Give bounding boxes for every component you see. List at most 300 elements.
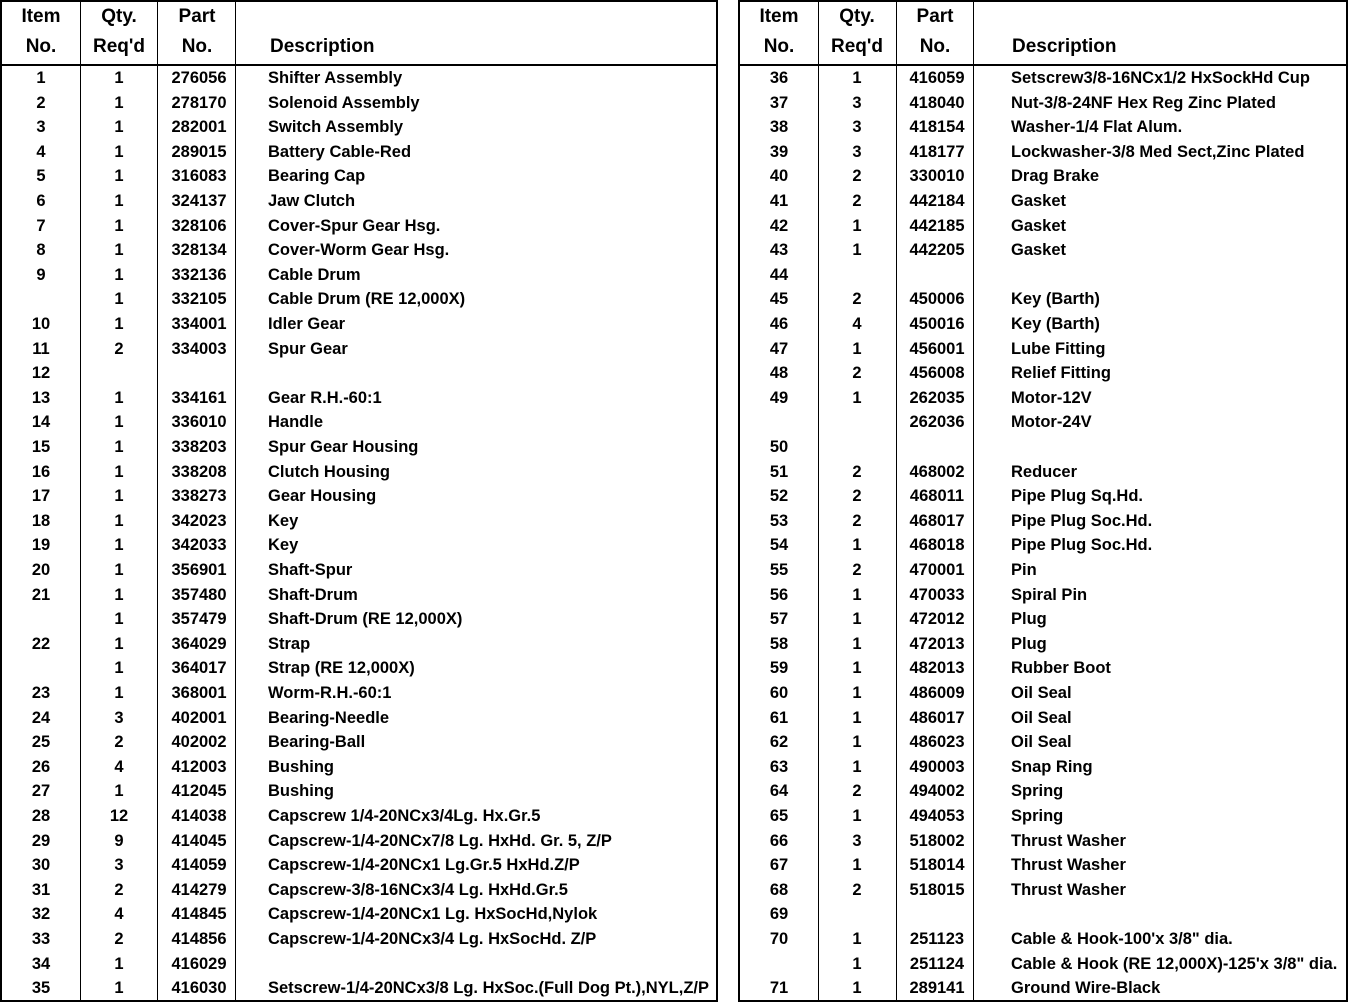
qty-cell: 2 (852, 192, 862, 210)
item-no-cell: 62 (769, 733, 789, 752)
item-no-cell: 32 (31, 905, 51, 924)
table-row (740, 361, 1346, 386)
table-row (740, 681, 1346, 706)
table-row (740, 91, 1346, 116)
description-cell: Spring (1011, 807, 1064, 825)
description-cell: Cable Drum (268, 265, 361, 284)
qty-cell: 1 (114, 265, 124, 284)
part-no-cell: 442184 (909, 192, 965, 210)
part-no-cell: 282001 (171, 118, 227, 137)
qty-cell: 1 (852, 954, 862, 973)
part-no-cell: 468011 (909, 487, 965, 506)
part-no-cell: 450016 (909, 315, 965, 333)
description-cell: Solenoid Assembly (268, 93, 420, 112)
table-row (2, 927, 716, 952)
table-row (740, 755, 1346, 780)
part-no-cell: 414279 (171, 880, 227, 899)
qty-cell: 4 (114, 905, 124, 924)
qty-cell: 1 (114, 634, 124, 653)
item-no-cell: 30 (31, 856, 51, 875)
table-row (2, 140, 716, 165)
qty-cell: 1 (852, 807, 862, 825)
item-no-cell: 33 (31, 930, 51, 948)
qty-cell: 1 (852, 757, 862, 776)
table-row (740, 878, 1346, 903)
table-row (740, 706, 1346, 731)
header-part-no (896, 2, 974, 64)
description-cell: Setscrew-1/4-20NCx3/8 Lg. HxSoc.(Full Dog Pt.),NYL,Z/P (268, 979, 710, 998)
item-no-cell: 5 (36, 167, 46, 186)
table-row (2, 312, 716, 337)
qty-cell: 2 (114, 880, 124, 899)
header-part-line1: Part (916, 6, 954, 27)
item-no-cell: 28 (31, 807, 51, 825)
part-no-cell: 332105 (171, 290, 227, 309)
description-cell: Cable Drum (RE 12,000X) (268, 290, 466, 309)
qty-cell: 3 (852, 118, 862, 137)
table-row (2, 484, 716, 509)
table-row (740, 927, 1346, 952)
item-no-cell: 14 (31, 413, 51, 432)
qty-cell: 2 (852, 511, 862, 530)
part-no-cell: 262036 (909, 413, 965, 432)
item-no-cell: 43 (769, 241, 789, 260)
qty-cell: 3 (852, 142, 862, 161)
part-no-cell: 456008 (909, 364, 965, 383)
description-cell: Switch Assembly (268, 118, 404, 137)
table-row (740, 214, 1346, 239)
item-no-cell: 3 (36, 118, 46, 137)
table-row (740, 312, 1346, 337)
description-cell: Nut-3/8-24NF Hex Reg Zinc Plated (1011, 93, 1276, 112)
qty-cell: 1 (114, 413, 124, 432)
table-row (740, 435, 1346, 460)
qty-cell: 1 (114, 167, 124, 186)
qty-cell: 1 (114, 462, 124, 481)
item-no-cell: 44 (769, 265, 789, 284)
qty-cell: 1 (852, 634, 862, 653)
item-no-cell: 7 (36, 216, 46, 235)
qty-cell: 1 (852, 388, 862, 407)
part-no-cell: 414059 (171, 856, 227, 875)
table-row (2, 558, 716, 583)
description-cell: Gasket (1011, 216, 1067, 235)
description-cell: Snap Ring (1011, 757, 1093, 776)
qty-cell: 1 (114, 954, 124, 973)
item-no-cell: 38 (769, 118, 789, 137)
qty-cell: 1 (852, 69, 862, 87)
description-cell: Bearing Cap (268, 167, 366, 186)
description-cell: Bushing (268, 757, 334, 776)
header-item-line2: No. (25, 36, 57, 57)
item-no-cell: 31 (31, 880, 51, 899)
description-cell: Spiral Pin (1011, 585, 1088, 604)
table-row (740, 829, 1346, 854)
item-no-cell: 8 (36, 241, 46, 260)
item-no-cell: 59 (769, 659, 789, 678)
part-no-cell: 357479 (171, 610, 227, 629)
description-cell: Shifter Assembly (268, 69, 403, 87)
header-part-line1: Part (178, 6, 216, 27)
description-cell: Lube Fitting (1011, 339, 1106, 358)
table-row (2, 91, 716, 116)
item-no-cell: 22 (31, 634, 51, 653)
table-row (2, 410, 716, 435)
description-cell: Gasket (1011, 241, 1067, 260)
header-part-line2: No. (919, 36, 951, 57)
table-row (740, 66, 1346, 91)
part-no-cell: 402001 (171, 708, 227, 727)
table-row (2, 902, 716, 927)
item-no-cell: 53 (769, 511, 789, 530)
description-cell: Bearing-Needle (268, 708, 390, 727)
item-no-cell: 12 (31, 364, 51, 383)
qty-cell: 1 (852, 659, 862, 678)
part-no-cell: 486009 (909, 684, 965, 702)
header-part-no (158, 2, 236, 64)
description-cell: Cable & Hook (RE 12,000X)-125'x 3/8" dia. (1011, 954, 1338, 973)
table-row (2, 952, 716, 977)
header-qty-line2: Req'd (830, 36, 884, 57)
table-row (2, 706, 716, 731)
description-cell: Oil Seal (1011, 708, 1072, 727)
item-no-cell: 34 (31, 954, 51, 973)
item-no-cell: 1 (36, 69, 46, 87)
header-description (270, 2, 710, 64)
table-row (740, 410, 1346, 435)
table-row (2, 214, 716, 239)
part-no-cell: 402002 (171, 733, 227, 752)
description-cell: Capscrew-1/4-20NCx1 Lg.Gr.5 HxHd.Z/P (268, 856, 580, 875)
item-no-cell: 24 (31, 708, 51, 727)
part-no-cell: 486017 (909, 708, 965, 727)
qty-cell: 1 (114, 684, 124, 702)
table-row (2, 263, 716, 288)
qty-cell: 1 (114, 536, 124, 555)
table-row (740, 484, 1346, 509)
qty-cell: 3 (852, 831, 862, 850)
part-no-cell: 470033 (909, 585, 965, 604)
part-no-cell: 328106 (171, 216, 227, 235)
description-cell: Capscrew 1/4-20NCx3/4Lg. Hx.Gr.5 (268, 807, 541, 825)
qty-cell: 2 (852, 561, 862, 579)
table-row (740, 607, 1346, 632)
table-row (2, 632, 716, 657)
part-no-cell: 412045 (171, 782, 227, 801)
item-no-cell: 45 (769, 290, 789, 309)
part-no-cell: 442185 (909, 216, 965, 235)
description-cell: Cover-Spur Gear Hsg. (268, 216, 441, 235)
description-cell: Shaft-Spur (268, 561, 353, 579)
item-no-cell: 19 (31, 536, 51, 555)
part-no-cell: 418154 (909, 118, 965, 137)
table-row (2, 361, 716, 386)
qty-cell: 2 (114, 733, 124, 752)
table-row (2, 853, 716, 878)
header-item-line1: Item (759, 6, 799, 27)
part-no-cell: 416029 (171, 954, 227, 973)
item-no-cell: 57 (769, 610, 789, 629)
description-cell: Gasket (1011, 192, 1067, 210)
part-no-cell: 368001 (171, 684, 227, 702)
qty-cell: 1 (114, 142, 124, 161)
table-row (740, 632, 1346, 657)
qty-cell: 2 (852, 167, 862, 186)
table-row (2, 583, 716, 608)
part-no-cell: 486023 (909, 733, 965, 752)
qty-cell: 2 (852, 364, 862, 383)
part-no-cell: 414045 (171, 831, 227, 850)
description-cell: Key (Barth) (1011, 315, 1100, 333)
part-no-cell: 490003 (909, 757, 965, 776)
qty-cell: 1 (852, 856, 862, 875)
item-no-cell: 47 (769, 339, 789, 358)
item-no-cell: 20 (31, 561, 51, 579)
description-cell: Drag Brake (1011, 167, 1100, 186)
description-cell: Strap (RE 12,000X) (268, 659, 415, 678)
description-cell: Setscrew3/8-16NCx1/2 HxSockHd Cup (1011, 69, 1310, 87)
item-no-cell: 56 (769, 585, 789, 604)
description-cell: Gear R.H.-60:1 (268, 388, 382, 407)
table-row (740, 533, 1346, 558)
qty-cell: 2 (852, 290, 862, 309)
table-row (740, 460, 1346, 485)
qty-cell: 1 (852, 930, 862, 948)
part-no-cell: 364017 (171, 659, 227, 678)
table-row (2, 460, 716, 485)
part-no-cell: 418040 (909, 93, 965, 112)
description-cell: Clutch Housing (268, 462, 390, 481)
description-cell: Thrust Washer (1011, 880, 1126, 899)
part-no-cell: 468017 (909, 511, 965, 530)
qty-cell: 1 (852, 979, 862, 998)
table-row (2, 509, 716, 534)
item-no-cell: 37 (769, 93, 789, 112)
part-no-cell: 356901 (171, 561, 227, 579)
part-no-cell: 442205 (909, 241, 965, 260)
description-cell: Bearing-Ball (268, 733, 366, 752)
qty-cell: 1 (114, 979, 124, 998)
description-cell: Thrust Washer (1011, 831, 1126, 850)
description-cell: Plug (1011, 610, 1047, 629)
item-no-cell: 17 (31, 487, 51, 506)
description-cell: Key (268, 511, 299, 530)
table-row (740, 902, 1346, 927)
table-row (740, 164, 1346, 189)
description-cell: Spur Gear Housing (268, 438, 419, 456)
qty-cell: 4 (114, 757, 124, 776)
table-row (740, 558, 1346, 583)
header-description-text: Description (1012, 36, 1117, 57)
description-cell: Gear Housing (268, 487, 377, 506)
table-row (740, 140, 1346, 165)
description-cell: Pipe Plug Soc.Hd. (1011, 511, 1153, 530)
description-cell: Shaft-Drum (RE 12,000X) (268, 610, 463, 629)
header-description-text: Description (270, 36, 375, 57)
item-no-cell: 71 (769, 979, 789, 998)
qty-cell: 3 (852, 93, 862, 112)
qty-cell: 12 (109, 807, 129, 825)
table-row (2, 189, 716, 214)
header-item-line2: No. (763, 36, 795, 57)
table-row (2, 804, 716, 829)
header-qty-line1: Qty. (839, 6, 875, 27)
part-no-cell: 262035 (909, 388, 965, 407)
table-row (2, 976, 716, 1001)
item-no-cell: 64 (769, 782, 789, 801)
qty-cell: 2 (852, 880, 862, 899)
item-no-cell: 48 (769, 364, 789, 383)
part-no-cell: 357480 (171, 585, 227, 604)
table-row (2, 115, 716, 140)
part-no-cell: 412003 (171, 757, 227, 776)
part-no-cell: 418177 (909, 142, 965, 161)
table-row (740, 287, 1346, 312)
part-no-cell: 289015 (171, 142, 227, 161)
description-cell: Battery Cable-Red (268, 142, 412, 161)
item-no-cell: 46 (769, 315, 789, 333)
table-row (2, 656, 716, 681)
part-no-cell: 324137 (171, 192, 227, 210)
qty-cell: 3 (114, 708, 124, 727)
qty-cell: 1 (114, 487, 124, 506)
description-cell: Capscrew-1/4-20NCx3/4 Lg. HxSocHd. Z/P (268, 930, 597, 948)
item-no-cell: 39 (769, 142, 789, 161)
part-no-cell: 518014 (909, 856, 965, 875)
table-row (740, 263, 1346, 288)
table-row (2, 66, 716, 91)
item-no-cell: 67 (769, 856, 789, 875)
item-no-cell: 13 (31, 388, 51, 407)
item-no-cell: 4 (36, 142, 46, 161)
description-cell: Pin (1011, 561, 1037, 579)
part-no-cell: 416030 (171, 979, 227, 998)
item-no-cell: 27 (31, 782, 51, 801)
description-cell: Rubber Boot (1011, 659, 1111, 678)
table-row (740, 583, 1346, 608)
qty-cell: 1 (852, 708, 862, 727)
header-description (1012, 2, 1342, 64)
table-row (2, 337, 716, 362)
description-cell: Key (268, 536, 299, 555)
qty-cell: 1 (114, 192, 124, 210)
table-row (740, 337, 1346, 362)
qty-cell: 2 (114, 339, 124, 358)
item-no-cell: 25 (31, 733, 51, 752)
part-no-cell: 518015 (909, 880, 965, 899)
table-row (2, 238, 716, 263)
item-no-cell: 51 (769, 462, 789, 481)
part-no-cell: 251123 (909, 930, 965, 948)
table-row (740, 730, 1346, 755)
table-row (740, 952, 1346, 977)
qty-cell: 1 (114, 659, 124, 678)
description-cell: Shaft-Drum (268, 585, 358, 604)
part-no-cell: 470001 (909, 561, 965, 579)
table-row (740, 779, 1346, 804)
qty-cell: 1 (114, 388, 124, 407)
qty-cell: 1 (114, 610, 124, 629)
table-row (740, 976, 1346, 1001)
qty-cell: 1 (114, 241, 124, 260)
part-no-cell: 278170 (171, 93, 227, 112)
table-row (2, 607, 716, 632)
part-no-cell: 472012 (909, 610, 965, 629)
item-no-cell: 69 (769, 905, 789, 924)
part-no-cell: 456001 (909, 339, 965, 358)
description-cell: Oil Seal (1011, 733, 1072, 752)
qty-cell: 1 (852, 733, 862, 752)
item-no-cell: 66 (769, 831, 789, 850)
header-item-no (740, 2, 818, 64)
item-no-cell: 70 (769, 930, 789, 948)
description-cell: Cover-Worm Gear Hsg. (268, 241, 450, 260)
description-cell: Bushing (268, 782, 334, 801)
header-qty-line2: Req'd (92, 36, 146, 57)
description-cell: Reducer (1011, 462, 1078, 481)
table-row (2, 164, 716, 189)
table-row (740, 804, 1346, 829)
header-part-line2: No. (181, 36, 213, 57)
part-no-cell: 251124 (909, 954, 965, 973)
item-no-cell: 11 (32, 339, 50, 358)
item-no-cell: 58 (769, 634, 789, 653)
description-cell: Lockwasher-3/8 Med Sect,Zinc Plated (1011, 142, 1305, 161)
part-no-cell: 289141 (909, 979, 965, 998)
item-no-cell: 41 (769, 192, 789, 210)
part-no-cell: 342023 (171, 511, 227, 530)
qty-cell: 4 (852, 315, 862, 333)
description-cell: Pipe Plug Sq.Hd. (1011, 487, 1144, 506)
table-row (740, 115, 1346, 140)
qty-cell: 1 (852, 241, 862, 260)
part-no-cell: 472013 (909, 634, 965, 653)
table-row (2, 533, 716, 558)
description-cell: Jaw Clutch (268, 192, 356, 210)
description-cell: Spur Gear (268, 339, 348, 358)
item-no-cell: 42 (769, 216, 789, 235)
table-row (740, 853, 1346, 878)
table-row (2, 681, 716, 706)
description-cell: Thrust Washer (1011, 856, 1126, 875)
qty-cell: 1 (852, 536, 862, 555)
header-qty (818, 2, 896, 64)
item-no-cell: 9 (36, 265, 46, 284)
part-no-cell: 276056 (171, 69, 227, 87)
table-row (740, 238, 1346, 263)
qty-cell: 2 (852, 462, 862, 481)
qty-cell: 2 (852, 782, 862, 801)
header-item-no (2, 2, 80, 64)
item-no-cell: 10 (31, 315, 51, 333)
table-row (2, 386, 716, 411)
part-no-cell: 334001 (171, 315, 227, 333)
table-row (2, 779, 716, 804)
description-cell: Relief Fitting (1011, 364, 1111, 383)
qty-cell: 1 (114, 315, 124, 333)
header-qty-line1: Qty. (101, 6, 137, 27)
item-no-cell: 29 (31, 831, 51, 850)
part-no-cell: 338273 (171, 487, 227, 506)
description-cell: Capscrew-3/8-16NCx3/4 Lg. HxHd.Gr.5 (268, 880, 568, 899)
table-header (740, 2, 1346, 66)
qty-cell: 1 (114, 69, 124, 87)
part-no-cell: 416059 (909, 69, 965, 87)
item-no-cell: 15 (31, 438, 51, 456)
item-no-cell: 18 (31, 511, 51, 530)
description-cell: Handle (268, 413, 324, 432)
part-no-cell: 494053 (909, 807, 965, 825)
